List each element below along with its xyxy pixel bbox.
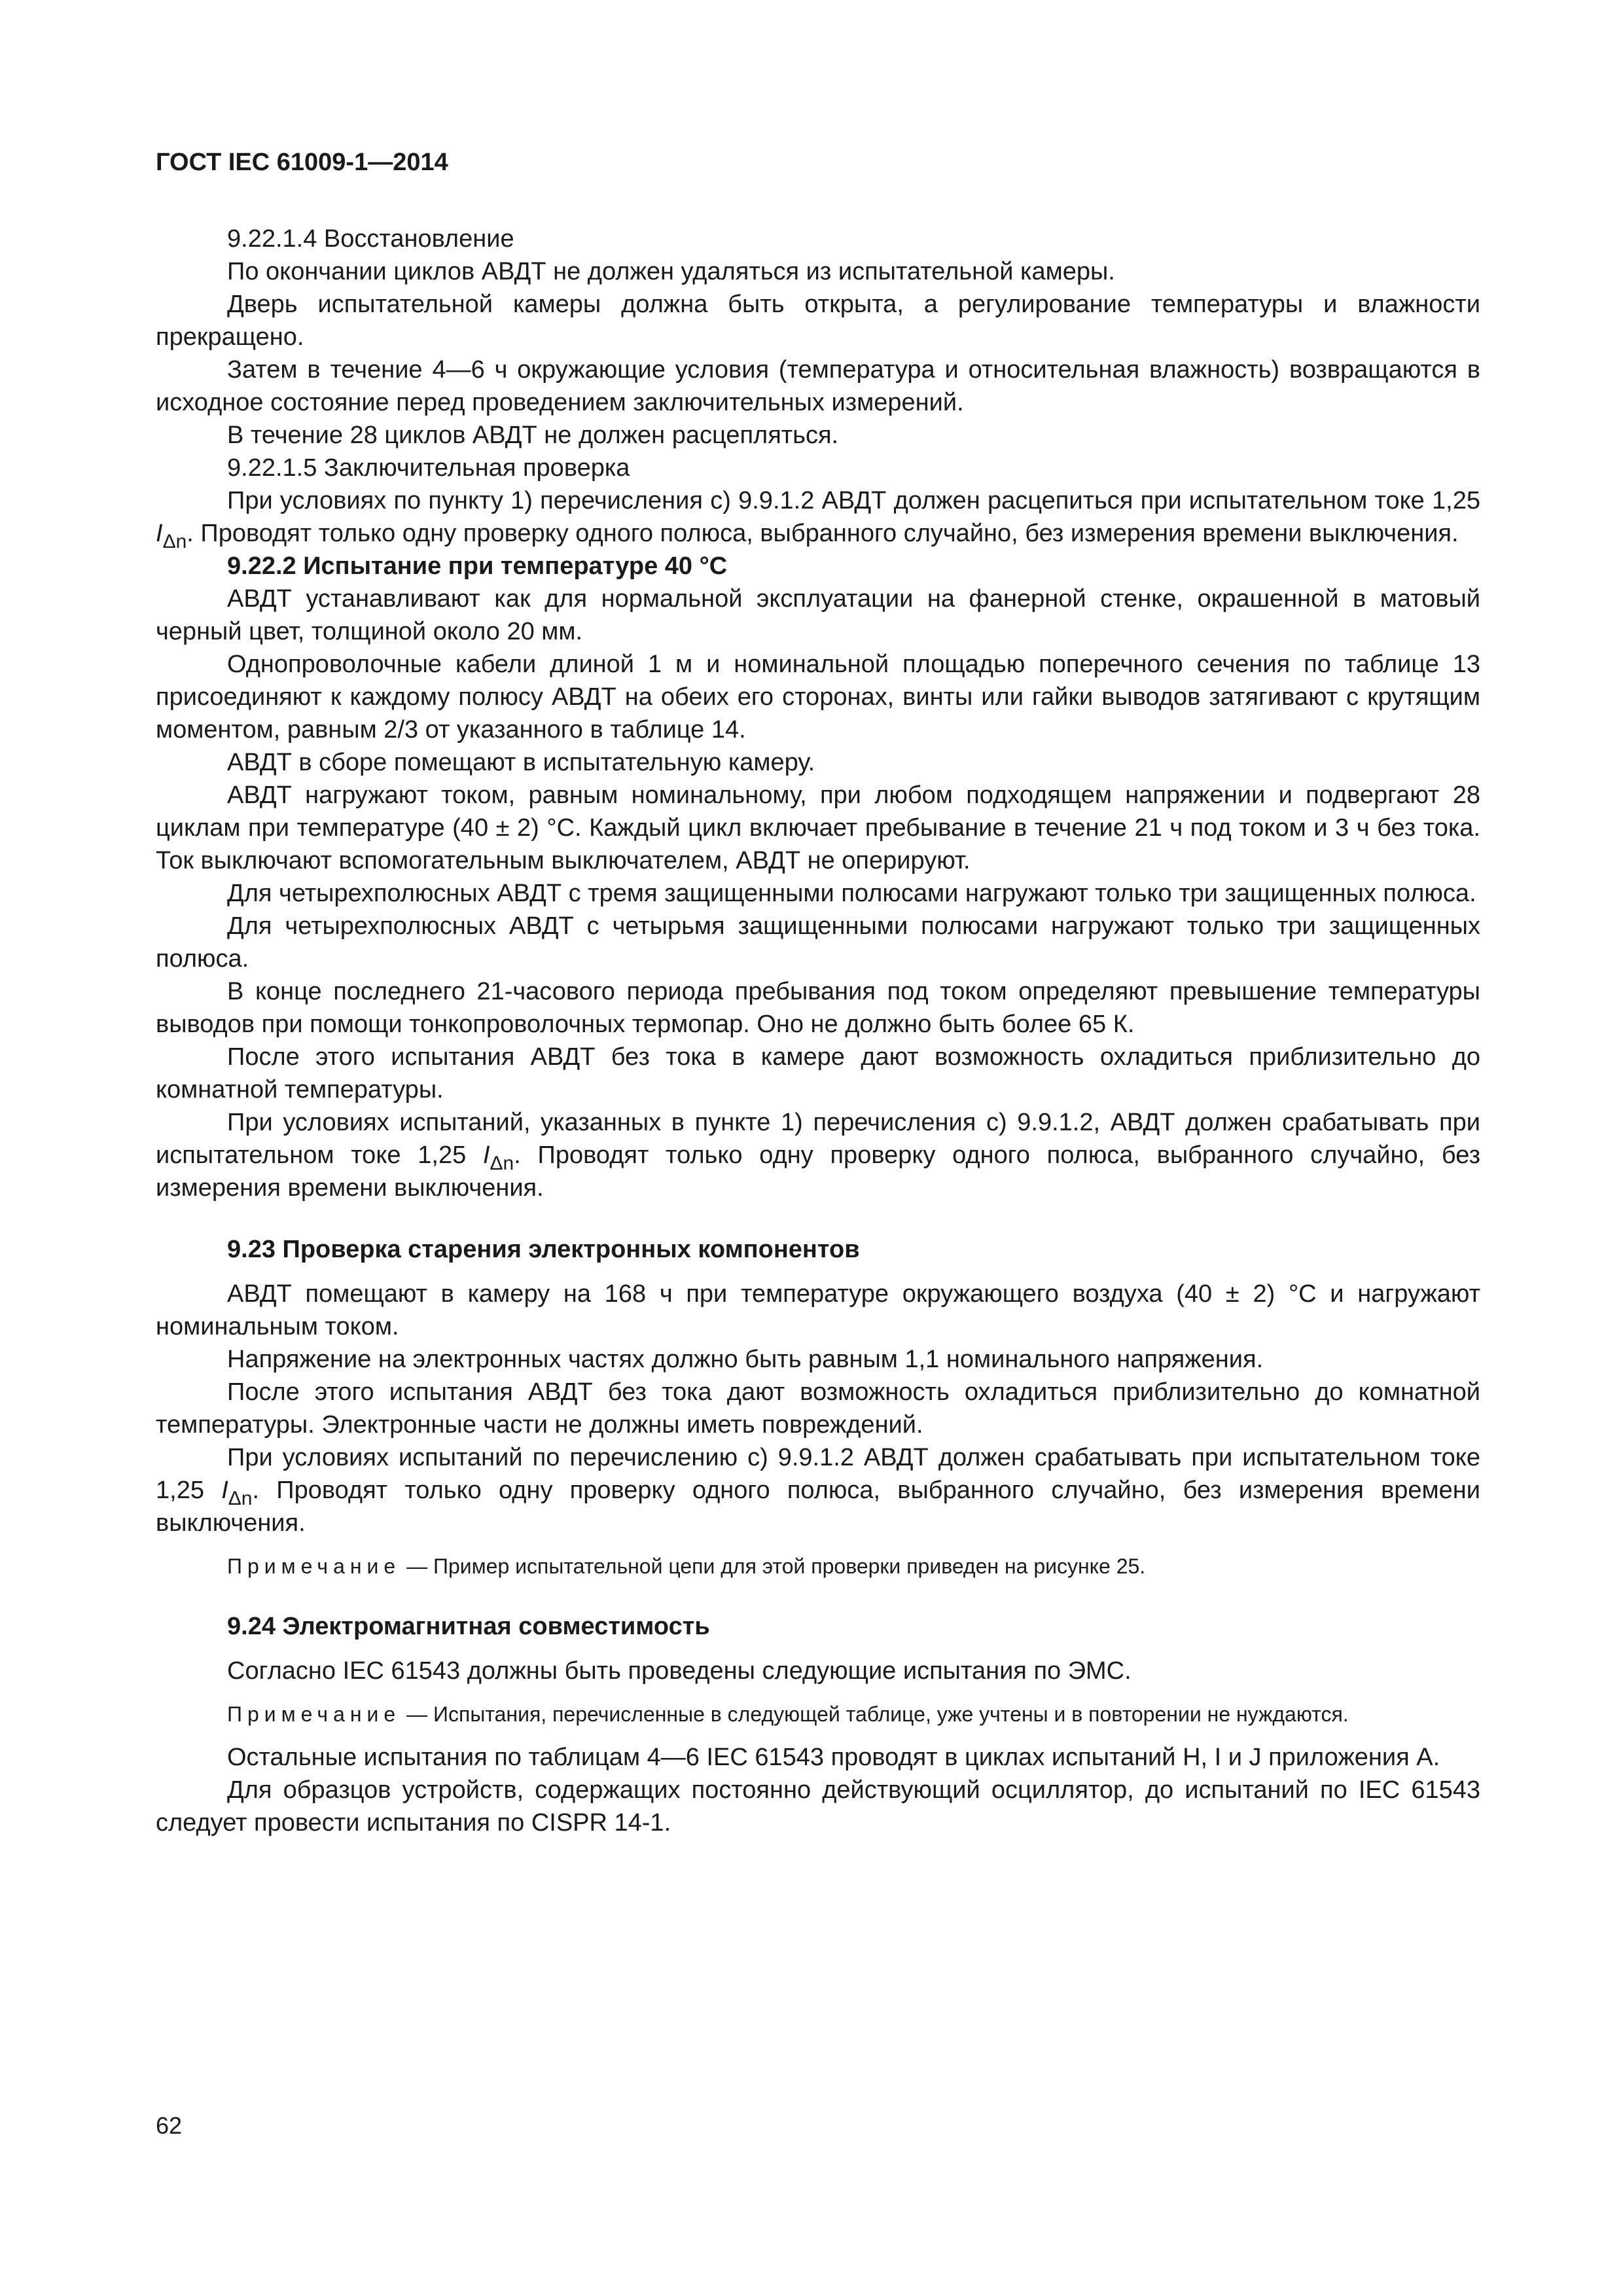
paragraph: Для четырехполюсных АВДТ с тремя защищенными полюсами нагружают только три защищенных полюса. [227,880,1476,907]
paragraph: Затем в течение 4—6 ч окружающие условия (температура и относительная влажность) возвращаются в исходное состояние перед проведением заключительных измерений. [156,356,1480,416]
section-9-22-1-5-title: 9.22.1.5 Заключительная проверка [227,454,630,482]
spacer [156,1266,1480,1278]
paragraph [156,1441,1480,1539]
paragraph: Согласно IEC 61543 должны быть проведены следующие испытания по ЭМС. [227,1657,1132,1685]
text-run: При условиях испытаний, указанных в пункте 1) перечисления с) 9.9.1.2, АВДТ должен срабатывать при испытательном токе 1,25 [156,1109,1480,1169]
note-label: Примечание [227,1702,401,1726]
current-subscript: Δn [228,1488,253,1509]
paragraph: Для образцов устройств, содержащих постоянно действующий осциллятор, до испытаний по IEC 61543 следует провести испытания по CISPR 14-1. [156,1776,1480,1837]
paragraph: По окончании циклов АВДТ не должен удаляться из испытательной камеры. [227,258,1115,285]
text-run: . Проводят только одну проверку одного полюса, выбранного случайно, без измерения времени выключения. [187,520,1459,547]
paragraph: Для четырехполюсных АВДТ с четырьмя защищенными полюсами нагружают только три защищенных полюса. [156,912,1480,973]
paragraph: После этого испытания АВДТ без тока дают возможность охладиться приблизительно до комнатной температуры. Электронные части не должны иметь повреждений. [156,1378,1480,1439]
paragraph: После этого испытания АВДТ без тока в камере дают возможность охладиться приблизительно до комнатной температуры. [156,1043,1480,1103]
current-subscript: Δn [490,1153,514,1174]
paragraph: Однопроволочные кабели длиной 1 м и номинальной площадью поперечного сечения по таблице 13 присоединяют к каждому полюсу АВДТ на обеих его сторонах, винты или гайки выводов затягивают с крутящим моментом, равным 2/3 от указанного в таблице 14. [156,651,1480,744]
spacer [156,1581,1480,1610]
document-page [156,145,1480,1839]
paragraph [156,484,1480,550]
current-symbol: I [482,1141,490,1169]
spacer [156,1539,1480,1551]
spacer [156,1687,1480,1699]
current-symbol: I [156,520,163,547]
note [156,1551,1480,1581]
paragraph [156,1106,1480,1204]
text-run: При условиях по пункту 1) перечисления с) 9.9.1.2 АВДТ должен расцепиться при испытательном токе 1,25 [227,487,1480,514]
paragraph: Остальные испытания по таблицам 4—6 IEC 61543 проводят в циклах испытаний H, I и J приложения А. [227,1744,1440,1771]
current-symbol: I [221,1477,228,1504]
text-run: . Проводят только одну проверку одного полюса, выбранного случайно, без измерения времени выключения. [156,1141,1480,1202]
spacer [156,1729,1480,1741]
spacer [156,1643,1480,1655]
note [156,1699,1480,1729]
paragraph: АВДТ в сборе помещают в испытательную камеру. [227,749,815,776]
note-label: Примечание [227,1554,401,1578]
section-9-24-title: 9.24 Электромагнитная совместимость [227,1613,710,1640]
note-text: — Пример испытательной цепи для этой проверки приведен на рисунке 25. [401,1554,1146,1578]
document-header: ГОСТ IEC 61009-1—2014 [156,149,448,176]
spacer [156,1204,1480,1233]
section-9-22-2-title: 9.22.2 Испытание при температуре 40 °С [227,552,728,580]
paragraph: В течение 28 циклов АВДТ не должен расцепляться. [227,422,839,449]
paragraph: АВДТ нагружают током, равным номинальному, при любом подходящем напряжении и подвергают 28 циклам при температуре (40 ± 2) °С. Каждый цикл включает пребывание в течение 21 ч под током и 3 ч без тока. Ток выключают вспомогательным выключателем, АВДТ не оперируют. [156,781,1480,874]
paragraph: АВДТ помещают в камеру на 168 ч при температуре окружающего воздуха (40 ± 2) °С и нагружают номинальным током. [156,1280,1480,1340]
current-subscript: Δn [162,531,187,552]
text-run: При условиях испытаний по перечислению с) 9.9.1.2 АВДТ должен срабатывать при испытательном токе 1,25 [156,1444,1480,1504]
note-text: — Испытания, перечисленные в следующей таблице, уже учтены и в повторении не нуждаются. [401,1702,1349,1726]
paragraph: Дверь испытательной камеры должна быть открыта, а регулирование температуры и влажности прекращено. [156,291,1480,351]
paragraph: АВДТ устанавливают как для нормальной эксплуатации на фанерной стенке, окрашенной в матовый черный цвет, толщиной около 20 мм. [156,585,1480,645]
text-run: . Проводят только одну проверку одного полюса, выбранного случайно, без измерения времени выключения. [156,1477,1480,1537]
section-9-22-1-4-title: 9.22.1.4 Восстановление [227,225,514,253]
paragraph: Напряжение на электронных частях должно быть равным 1,1 номинального напряжения. [227,1346,1264,1373]
page-number: 62 [156,2112,183,2139]
section-9-23-title: 9.23 Проверка старения электронных компонентов [227,1236,860,1263]
paragraph: В конце последнего 21-часового периода пребывания под током определяют превышение температуры выводов при помощи тонкопроволочных термопар. Оно не должно быть более 65 К. [156,978,1480,1038]
